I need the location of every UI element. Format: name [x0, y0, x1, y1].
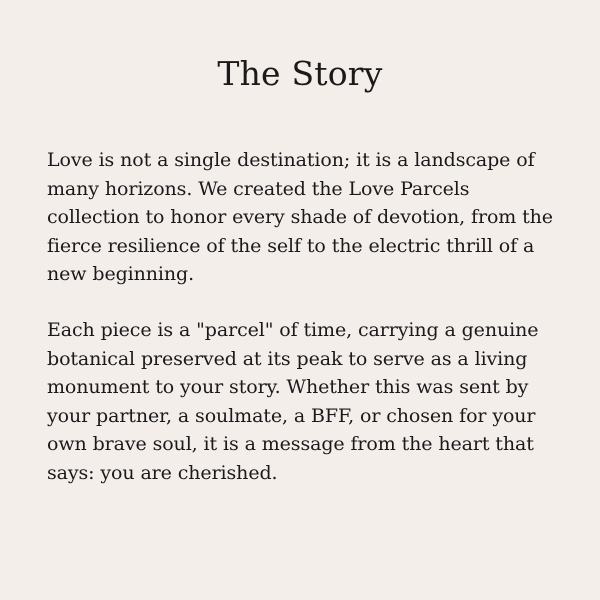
paragraph-line: says: you are cherished.: [47, 461, 278, 484]
paragraph-line: collection to honor every shade of devotion, from the: [47, 206, 553, 228]
paragraph-line: new beginning.: [47, 263, 195, 285]
story-paragraph-2: [47, 316, 577, 487]
page-title: The Story: [217, 54, 383, 93]
paragraph-line: Each piece is a "parcel" of time, carrying a genuine: [47, 319, 539, 341]
paragraph-line: many horizons. We created the Love Parcels: [47, 177, 470, 200]
paragraph-line: Love is not a single destination; it is a landscape of: [47, 149, 535, 171]
story-paragraph-1: [47, 146, 577, 289]
paragraph-line: botanical preserved at its peak to serve as a living: [47, 347, 528, 370]
paragraph-line: monument to your story. Whether this was sent by: [47, 376, 529, 398]
paragraph-line: fierce resilience of the self to the electric thrill of a: [47, 234, 535, 257]
paragraph-line: own brave soul, it is a message from the heart that: [47, 433, 534, 455]
paragraph-line: your partner, a soulmate, a BFF, or chosen for your: [47, 404, 536, 427]
